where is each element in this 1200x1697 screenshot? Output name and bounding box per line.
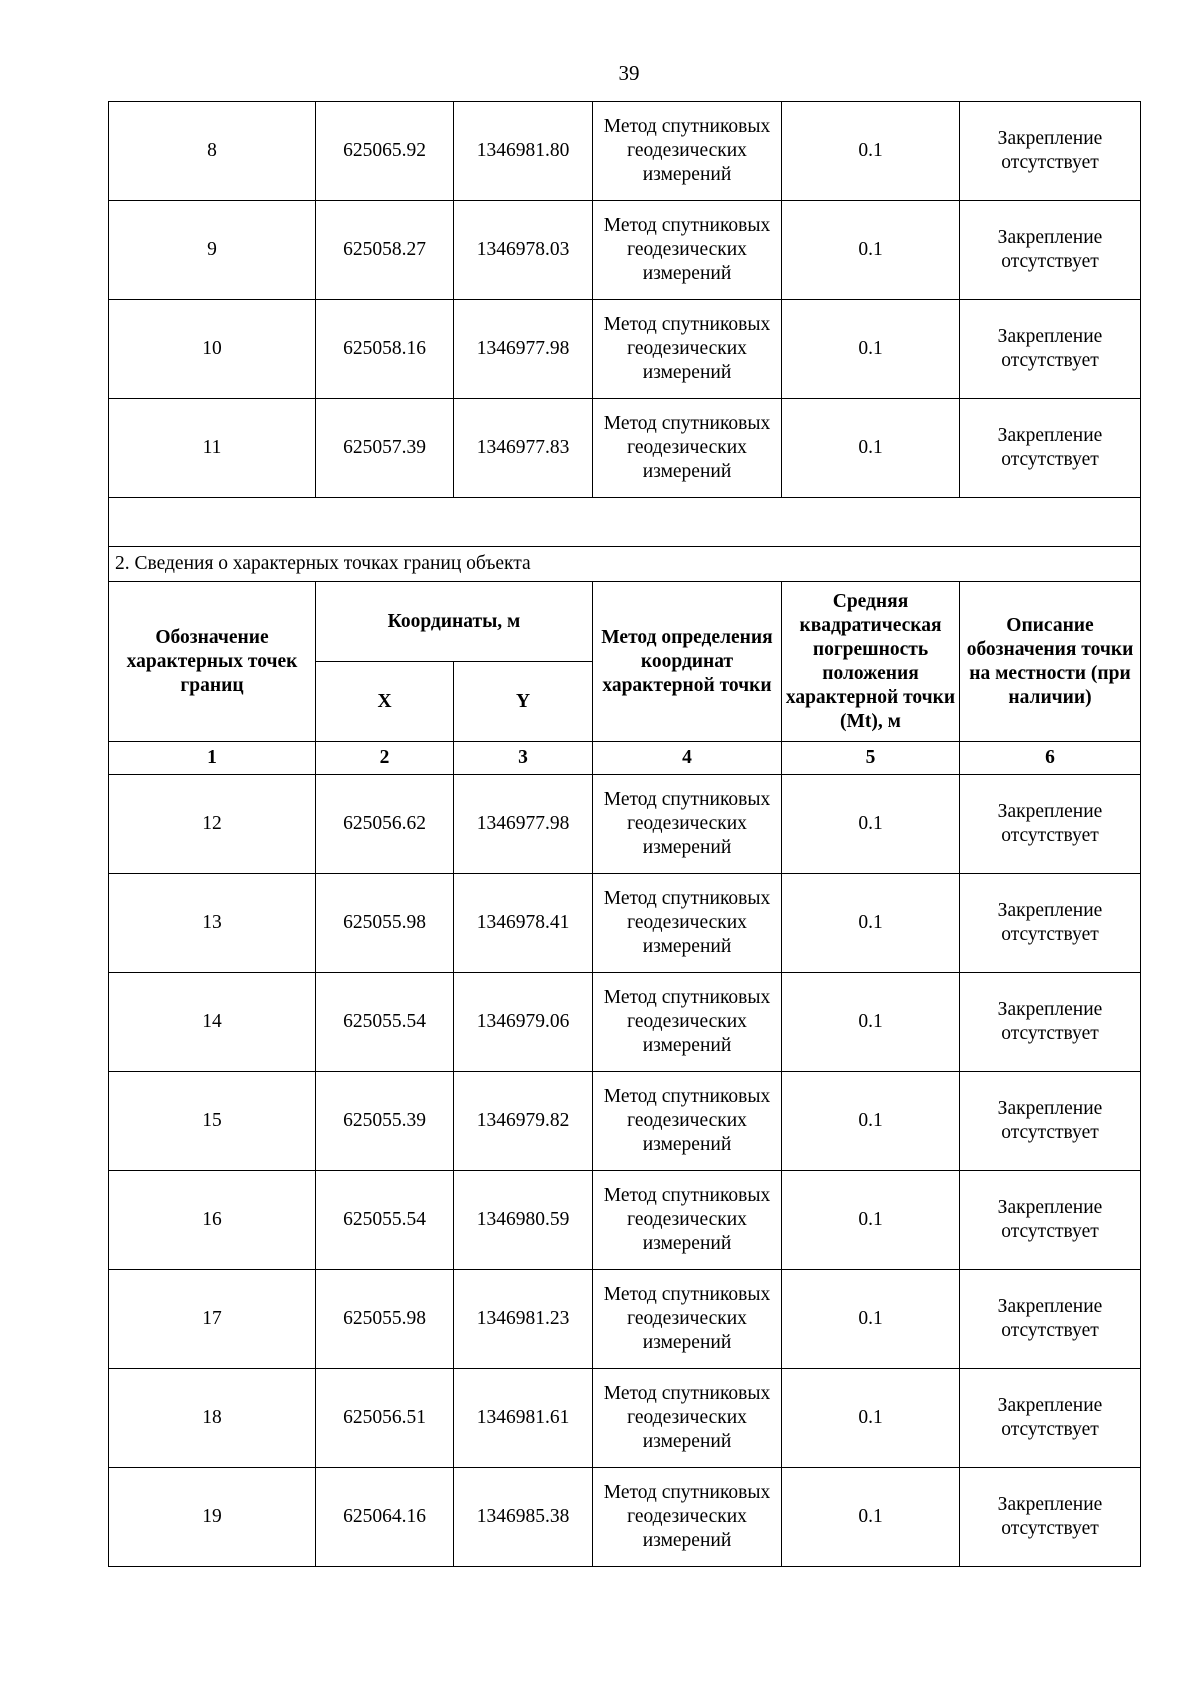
method: Метод спутниковых геодезических измерений bbox=[593, 1468, 782, 1567]
point-id: 8 bbox=[109, 102, 316, 201]
coord-y: 1346977.83 bbox=[454, 399, 593, 498]
coord-y: 1346985.38 bbox=[454, 1468, 593, 1567]
accuracy: 0.1 bbox=[782, 973, 960, 1072]
method: Метод спутниковых геодезических измерений bbox=[593, 201, 782, 300]
coord-x: 625055.54 bbox=[316, 973, 454, 1072]
coord-x: 625058.27 bbox=[316, 201, 454, 300]
table-row bbox=[109, 399, 1141, 498]
section-title-row bbox=[109, 547, 1141, 582]
accuracy: 0.1 bbox=[782, 1369, 960, 1468]
column-numbers-row bbox=[109, 742, 1141, 775]
table-row bbox=[109, 1270, 1141, 1369]
header-point: Обозначение характерных точек границ bbox=[109, 582, 316, 742]
header-coords: Координаты, м bbox=[316, 582, 593, 662]
point-id: 16 bbox=[109, 1171, 316, 1270]
coord-y: 1346979.06 bbox=[454, 973, 593, 1072]
accuracy: 0.1 bbox=[782, 399, 960, 498]
description: Закрепление отсутствует bbox=[960, 973, 1141, 1072]
accuracy: 0.1 bbox=[782, 775, 960, 874]
column-number: 2 bbox=[316, 742, 454, 775]
description: Закрепление отсутствует bbox=[960, 201, 1141, 300]
point-id: 17 bbox=[109, 1270, 316, 1369]
boundary-points-table bbox=[108, 101, 1141, 1567]
accuracy: 0.1 bbox=[782, 874, 960, 973]
coord-x: 625056.62 bbox=[316, 775, 454, 874]
empty-row bbox=[109, 498, 1141, 547]
method: Метод спутниковых геодезических измерений bbox=[593, 1270, 782, 1369]
coord-y: 1346978.03 bbox=[454, 201, 593, 300]
point-id: 11 bbox=[109, 399, 316, 498]
table-row bbox=[109, 775, 1141, 874]
method: Метод спутниковых геодезических измерений bbox=[593, 874, 782, 973]
table-row bbox=[109, 102, 1141, 201]
table-row bbox=[109, 300, 1141, 399]
description: Закрепление отсутствует bbox=[960, 1072, 1141, 1171]
point-id: 18 bbox=[109, 1369, 316, 1468]
description: Закрепление отсутствует bbox=[960, 102, 1141, 201]
point-id: 19 bbox=[109, 1468, 316, 1567]
coord-y: 1346978.41 bbox=[454, 874, 593, 973]
table-row bbox=[109, 973, 1141, 1072]
section-title: 2. Сведения о характерных точках границ объекта bbox=[109, 547, 1141, 582]
table-row bbox=[109, 1072, 1141, 1171]
coord-y: 1346977.98 bbox=[454, 300, 593, 399]
coord-y: 1346977.98 bbox=[454, 775, 593, 874]
point-id: 10 bbox=[109, 300, 316, 399]
point-id: 13 bbox=[109, 874, 316, 973]
method: Метод спутниковых геодезических измерений bbox=[593, 1369, 782, 1468]
page-number: 39 bbox=[618, 61, 640, 85]
header-method: Метод определения координат характерной точки bbox=[593, 582, 782, 742]
column-number: 6 bbox=[960, 742, 1141, 775]
table-row bbox=[109, 1171, 1141, 1270]
coord-x: 625056.51 bbox=[316, 1369, 454, 1468]
table-row bbox=[109, 201, 1141, 300]
coord-y: 1346981.61 bbox=[454, 1369, 593, 1468]
method: Метод спутниковых геодезических измерений bbox=[593, 399, 782, 498]
coord-x: 625055.98 bbox=[316, 874, 454, 973]
header-row bbox=[109, 582, 1141, 662]
header-y: Y bbox=[454, 662, 593, 742]
description: Закрепление отсутствует bbox=[960, 775, 1141, 874]
point-id: 14 bbox=[109, 973, 316, 1072]
coord-y: 1346981.80 bbox=[454, 102, 593, 201]
table-row bbox=[109, 1468, 1141, 1567]
accuracy: 0.1 bbox=[782, 300, 960, 399]
description: Закрепление отсутствует bbox=[960, 300, 1141, 399]
accuracy: 0.1 bbox=[782, 201, 960, 300]
coord-x: 625055.98 bbox=[316, 1270, 454, 1369]
header-x: X bbox=[316, 662, 454, 742]
description: Закрепление отсутствует bbox=[960, 1270, 1141, 1369]
coord-y: 1346981.23 bbox=[454, 1270, 593, 1369]
method: Метод спутниковых геодезических измерений bbox=[593, 1072, 782, 1171]
column-number: 4 bbox=[593, 742, 782, 775]
coord-y: 1346979.82 bbox=[454, 1072, 593, 1171]
coord-y: 1346980.59 bbox=[454, 1171, 593, 1270]
point-id: 9 bbox=[109, 201, 316, 300]
method: Метод спутниковых геодезических измерений bbox=[593, 973, 782, 1072]
method: Метод спутниковых геодезических измерений bbox=[593, 775, 782, 874]
header-accuracy: Средняя квадратическая погрешность положения характерной точки (Mt), м bbox=[782, 582, 960, 742]
description: Закрепление отсутствует bbox=[960, 1468, 1141, 1567]
method: Метод спутниковых геодезических измерений bbox=[593, 300, 782, 399]
accuracy: 0.1 bbox=[782, 1072, 960, 1171]
coord-x: 625058.16 bbox=[316, 300, 454, 399]
column-number: 1 bbox=[109, 742, 316, 775]
description: Закрепление отсутствует bbox=[960, 1171, 1141, 1270]
point-id: 15 bbox=[109, 1072, 316, 1171]
empty-cell bbox=[109, 498, 1141, 547]
table-row bbox=[109, 874, 1141, 973]
coord-x: 625055.39 bbox=[316, 1072, 454, 1171]
column-number: 5 bbox=[782, 742, 960, 775]
method: Метод спутниковых геодезических измерений bbox=[593, 1171, 782, 1270]
coord-x: 625064.16 bbox=[316, 1468, 454, 1567]
table-row bbox=[109, 1369, 1141, 1468]
coord-x: 625057.39 bbox=[316, 399, 454, 498]
description: Закрепление отсутствует bbox=[960, 874, 1141, 973]
coord-x: 625055.54 bbox=[316, 1171, 454, 1270]
method: Метод спутниковых геодезических измерений bbox=[593, 102, 782, 201]
column-number: 3 bbox=[454, 742, 593, 775]
accuracy: 0.1 bbox=[782, 1270, 960, 1369]
description: Закрепление отсутствует bbox=[960, 399, 1141, 498]
header-description: Описание обозначения точки на местности (при наличии) bbox=[960, 582, 1141, 742]
description: Закрепление отсутствует bbox=[960, 1369, 1141, 1468]
point-id: 12 bbox=[109, 775, 316, 874]
coord-x: 625065.92 bbox=[316, 102, 454, 201]
accuracy: 0.1 bbox=[782, 1468, 960, 1567]
accuracy: 0.1 bbox=[782, 1171, 960, 1270]
accuracy: 0.1 bbox=[782, 102, 960, 201]
